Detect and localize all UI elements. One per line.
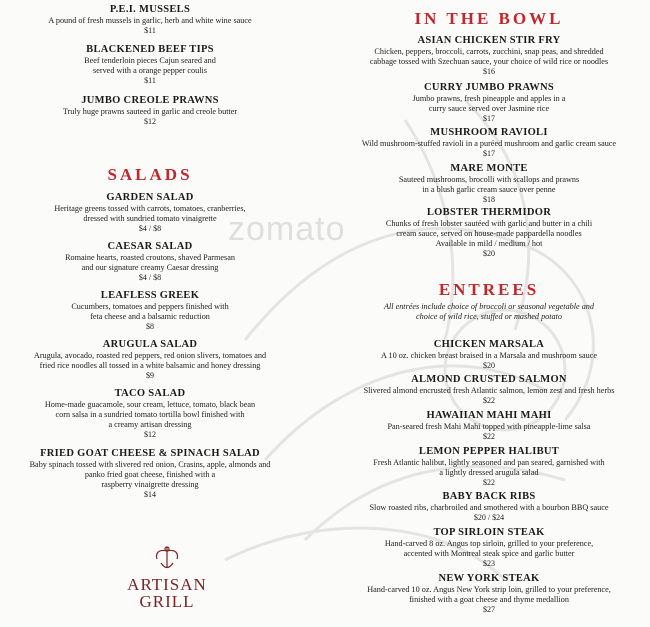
item-price: $11 <box>144 26 156 35</box>
item-desc: A pound of fresh mussels in garlic, herb and white wine sauce <box>48 16 252 25</box>
logo-line1: ARTISAN <box>127 575 207 594</box>
item-price: $16 <box>483 67 495 76</box>
item-desc: A 10 oz. chicken breast braised in a Marsala and mushroom sauce <box>381 351 597 360</box>
item-desc: a lightly dressed arugula salad <box>439 468 539 477</box>
item-price: $17 <box>483 149 495 158</box>
item-price: $20 / $24 <box>473 513 505 522</box>
item-price: $14 <box>144 490 156 499</box>
note-line: All entrées include choice of broccoli or seasonal vegetable and <box>383 302 594 311</box>
item-desc: Pan-seared fresh Mahi Mahi topped with pineapple-lime salsa <box>387 422 591 431</box>
item-desc: Baby spinach tossed with slivered red onion, Crasins, apple, almonds and <box>29 460 271 469</box>
menu-item <box>328 339 650 371</box>
item-desc: panko fried goat cheese, finished with a <box>84 470 216 479</box>
item-desc: corn salsa in a sundried tomato tortilla bowl finished with <box>55 410 245 419</box>
artisan-grill-logo <box>112 545 222 625</box>
menu-item <box>328 527 650 569</box>
item-desc: Slow roasted ribs, charbroiled and smothered with a bourbon BBQ sauce <box>369 503 609 512</box>
item-price: $4 / $8 <box>138 273 162 282</box>
item-desc: Beef tenderloin pieces Cajun seared and <box>84 56 216 65</box>
item-price: $23 <box>483 559 495 568</box>
item-desc: Chicken, peppers, broccoli, carrots, zucchini, snap peas, and shredded <box>374 47 604 56</box>
item-desc: Chunks of fresh lobster sautéed with garlic and butter in a chili <box>385 219 593 228</box>
item-price: $8 <box>146 322 154 331</box>
item-name: CAESAR SALAD <box>107 241 193 252</box>
item-price: $18 <box>483 195 495 204</box>
item-name: TACO SALAD <box>114 388 186 399</box>
item-desc: accented with Montreal steak spice and garlic butter <box>403 549 575 558</box>
note-line: choice of wild rice, stuffed or mashed potato <box>416 312 562 321</box>
menu-item <box>328 127 650 159</box>
entrees-heading: ENTREES <box>438 280 540 299</box>
item-desc: and our signature creamy Caesar dressing <box>81 263 219 272</box>
item-desc: Arugula, avocado, roasted red peppers, red onion slivers, tomatoes and <box>33 351 267 360</box>
menu-item <box>0 44 300 86</box>
item-desc: served with a orange pepper coulis <box>93 66 207 75</box>
item-name: CHICKEN MARSALA <box>433 339 545 350</box>
item-desc: finished with a goat cheese and thyme medallion <box>409 595 569 604</box>
entrees-note <box>328 302 650 322</box>
menu-item <box>328 410 650 442</box>
item-price: $20 <box>483 361 495 370</box>
crest-icon <box>147 545 187 571</box>
item-desc: dressed with sundried tomato vinaigrette <box>83 214 217 223</box>
item-desc: Romaine hearts, roasted croutons, shaved Parmesan <box>65 253 235 262</box>
item-desc: in a blush garlic cream sauce over penne <box>422 185 556 194</box>
menu-item <box>328 573 650 615</box>
item-name: NEW YORK STEAK <box>438 573 540 584</box>
menu-item <box>328 491 650 523</box>
item-name: TOP SIRLOIN STEAK <box>433 527 545 538</box>
menu-item <box>0 448 300 500</box>
item-price: $4 / $8 <box>138 224 162 233</box>
item-price: $11 <box>144 76 156 85</box>
menu-item <box>0 388 300 440</box>
menu-item <box>0 241 300 283</box>
item-desc: Cucumbers, tomatoes and peppers finished with <box>71 302 229 311</box>
item-desc: Sauteed mushrooms, brocolli with scallops and prawns <box>398 175 580 184</box>
item-desc: fried rice noodles all tossed in a white balsamic and honey dressing <box>39 361 261 370</box>
item-price: $12 <box>144 117 156 126</box>
item-name: LOBSTER THERMIDOR <box>426 207 552 218</box>
menu-item <box>0 192 300 234</box>
item-price: $9 <box>146 371 154 380</box>
item-desc: Hand-carved 10 oz. Angus New York strip loin, grilled to your preference, <box>367 585 611 594</box>
item-name: HAWAIIAN MAHI MAHI <box>426 410 552 421</box>
item-name: BABY BACK RIBS <box>442 491 536 502</box>
item-price: $22 <box>483 432 495 441</box>
item-price: $22 <box>483 478 495 487</box>
item-price: $20 <box>483 249 495 258</box>
menu-item <box>328 163 650 205</box>
item-desc: Hand-carved 8 oz. Angus top sirloin, grilled to your preference, <box>384 539 594 548</box>
menu-item <box>328 82 650 124</box>
menu-item <box>0 339 300 381</box>
item-name: ASIAN CHICKEN STIR FRY <box>417 35 561 46</box>
item-desc: raspberry vinaigrette dressing <box>101 480 199 489</box>
item-price: $17 <box>483 114 495 123</box>
item-name: ALMOND CRUSTED SALMON <box>411 374 567 385</box>
menu-item <box>0 290 300 332</box>
item-desc: curry sauce served over Jasmine rice <box>428 104 550 113</box>
in-the-bowl-heading: IN THE BOWL <box>414 9 564 28</box>
item-name: MUSHROOM RAVIOLI <box>430 127 548 138</box>
item-desc: a creamy artisan dressing <box>108 420 192 429</box>
item-desc: Home-made guacamole, sour cream, lettuce, tomato, black bean <box>44 400 256 409</box>
item-name: MARE MONTE <box>450 163 528 174</box>
menu-item <box>328 374 650 406</box>
item-name: ARUGULA SALAD <box>102 339 198 350</box>
item-name: GARDEN SALAD <box>106 192 194 203</box>
item-desc: Heritage greens tossed with carrots, tomatoes, cranberries, <box>54 204 246 213</box>
item-desc: Truly huge prawns sauteed in garlic and creole butter <box>62 107 238 116</box>
salads-heading: SALADS <box>107 165 193 184</box>
item-desc: Slivered almond encrusted fresh Atlantic salmon, lemon zest and fresh herbs <box>363 386 615 395</box>
item-name: BLACKENED BEEF TIPS <box>86 44 214 55</box>
item-desc: Available in mild / medium / hot <box>435 239 543 248</box>
zomato-watermark: zomato <box>228 210 346 248</box>
item-name: LEAFLESS GREEK <box>100 290 200 301</box>
item-desc: cream sauce, served on house-made pappardella noodles <box>396 229 582 238</box>
item-desc: Wild mushroom-stuffed ravioli in a puréed mushroom and garlic cream sauce <box>361 139 617 148</box>
item-name: FRIED GOAT CHEESE & SPINACH SALAD <box>40 448 260 459</box>
item-desc: Jumbo prawns, fresh pineapple and apples in a <box>412 94 566 103</box>
menu-item <box>328 446 650 488</box>
item-price: $27 <box>483 605 495 614</box>
item-price: $12 <box>144 430 156 439</box>
menu-item <box>328 207 650 259</box>
menu-item <box>328 35 650 77</box>
item-name: LEMON PEPPER HALIBUT <box>418 446 560 457</box>
menu-item <box>0 95 300 127</box>
item-name: JUMBO CREOLE PRAWNS <box>81 95 219 106</box>
item-desc: cabbage tossed with Szechuan sauce, your choice of wild rice or noodles <box>369 57 609 66</box>
item-name: P.E.I. MUSSELS <box>109 4 191 15</box>
item-desc: feta cheese and a balsamic reduction <box>90 312 210 321</box>
item-price: $22 <box>483 396 495 405</box>
menu-item <box>0 4 300 36</box>
item-name: CURRY JUMBO PRAWNS <box>423 82 555 93</box>
logo-line2: GRILL <box>139 592 195 611</box>
item-desc: Fresh Atlantic halibut, lightly seasoned and pan seared, garnished with <box>373 458 605 467</box>
